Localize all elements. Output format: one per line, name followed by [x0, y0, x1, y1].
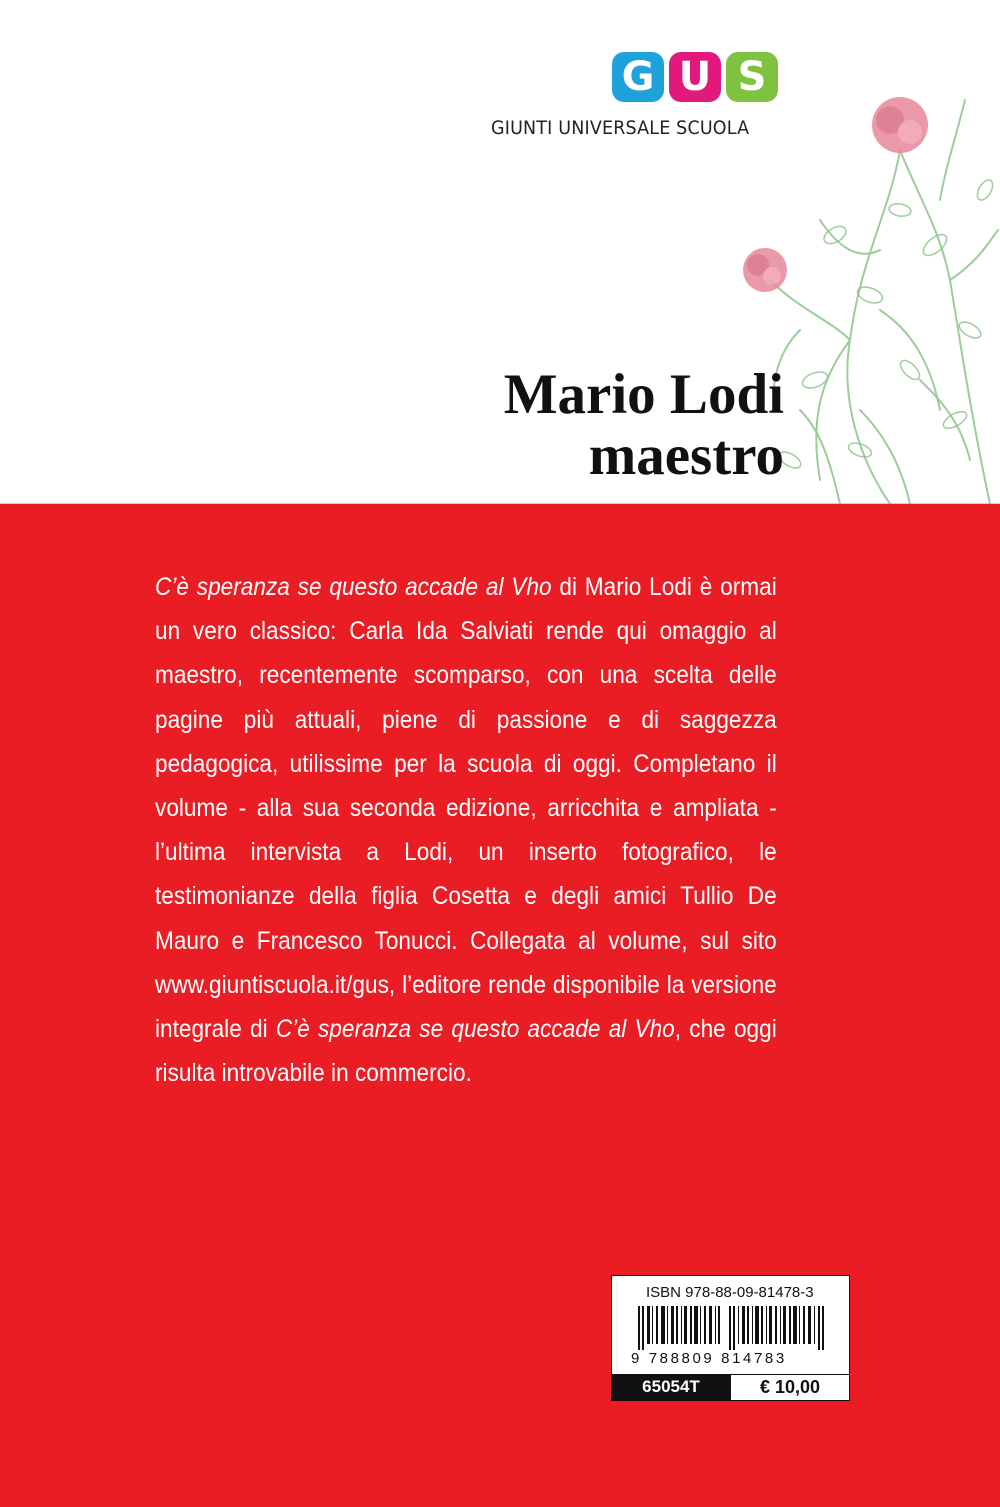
blurb-italic-title-2: C’è speranza se questo accade al Vho — [275, 1015, 675, 1044]
blurb-text-1: di Mario Lodi è ormai un vero classico: Carla Ida Salviati rende qui omaggio al maestro, recentemente scomparso, con una scelta delle pagine più attuali, piene di passione e di saggezza pedagogica, utilissime per la scuola di oggi. Completano il volume - alla sua seconda edizione, arricchita e ampliata - l’ultima intervista a Lodi, un inserto fotografico, le testimonianze della figlia Cosetta e degli amici Tullio De Mauro e Francesco Tonucci. Collegata al volume, sul sito www.giuntiscuola.it/gus, l’editore rende disponibile la versione integrale di — [155, 573, 777, 1044]
isbn-barcode-box — [611, 1275, 850, 1401]
logo-letter-u: U — [669, 52, 721, 102]
title-line-1: Mario Lodi — [503, 363, 784, 426]
product-code: 65054T — [612, 1374, 730, 1400]
logo-letter-s: S — [726, 52, 778, 102]
publisher-name: GIUNTI UNIVERSALE SCUOLA — [491, 117, 750, 139]
blurb-text-2: , che oggi risulta introvabile in commercio. — [155, 1015, 777, 1088]
isbn-label: ISBN 978-88-09-81478-3 — [646, 1284, 814, 1301]
back-cover-blurb — [155, 565, 777, 1095]
blurb-italic-title-1: C’è speranza se questo accade al Vho — [155, 573, 552, 601]
logo-letter-g: G — [612, 52, 664, 102]
book-title — [504, 364, 784, 486]
title-line-2: maestro — [588, 424, 784, 487]
barcode-icon — [638, 1306, 828, 1350]
isbn-digits: 9 788809 814783 — [631, 1350, 787, 1367]
price-label: € 10,00 — [730, 1374, 849, 1400]
